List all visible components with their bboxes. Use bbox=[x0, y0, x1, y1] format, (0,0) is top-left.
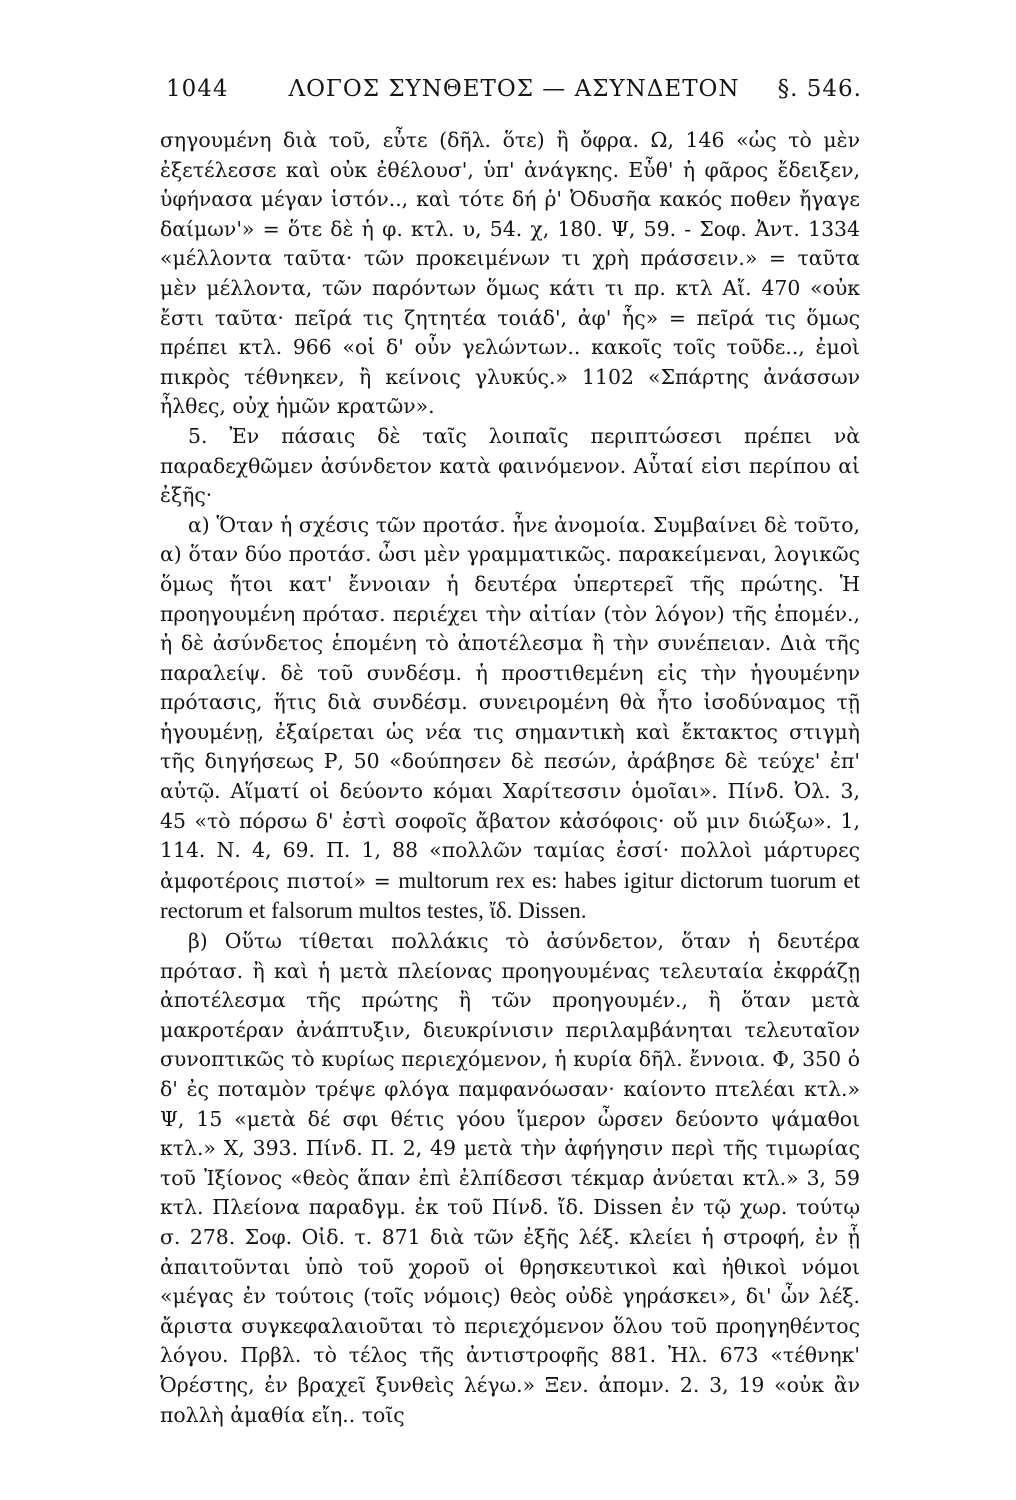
paragraph: β) Οὕτω τίθεται πολλάκις τὸ ἀσύνδετον, ὅταν ἡ δευτέρα πρότασ. ἢ καὶ ἡ μετὰ πλείονας προηγουμένας τελευταία ἐκφράζῃ ἀποτέλεσμα τῆς πρώτης ἢ τῶν προηγουμέν., ἢ ὅταν μετὰ μακροτέραν ἀνάπτυξιν, διευκρίνισιν περιλαμβάνηται τελευταῖον συνοπτικῶς τὸ κυρίως περιεχόμενον, ἡ κυρία δῆλ. ἔννοια. Φ, 350 ὁ δ' ἐς ποταμὸν τρέψε φλόγα παμφανόωσαν· καίοντο πτελέαι κτλ.» Ψ, 15 «μετὰ δέ σφι θέτις γόου ἵμερον ὦρσεν δεύοντο ψάμαθοι κτλ.» Χ, 393. Πίνδ. Π. 2, 49 μετὰ τὴν ἀφήγησιν περὶ τῆς τιμωρίας τοῦ Ἰξίονος «θεὸς ἅπαν ἐπὶ ἐλπίδεσσι τέκμαρ ἀνύεται κτλ.» 3, 59 κτλ. Πλείονα παραδγμ. ἐκ τοῦ Πίνδ. ἴδ. Dissen ἐν τῷ χωρ. τούτῳ σ. 278. Σοφ. Οἰδ. τ. 871 διὰ τῶν ἐξῆς λέξ. κλείει ἡ στροφή, ἐν ᾗ ἀπαιτοῦνται ὑπὸ τοῦ χοροῦ οἱ θρησκευτικοὶ καὶ ἠθικοὶ νόμοι «μέγας ἐν τούτοις (τοῖς νόμοις) θεὸς οὐδὲ γηράσκει», δι' ὧν λέξ. ἄριστα συγκεφαλαιοῦται τὸ περιεχόμενον ὅλου τοῦ προηγηθέντος λόγου. Πρβλ. τὸ τέλος τῆς ἀντιστροφῆς 881. Ἠλ. 673 «τέθνηκ' Ὀρέστης, ἐν βραχεῖ ξυνθεὶς λέγω.» Ξεν. ἀπομν. 2. 3, 19 «οὐκ ἂν πολλὴ ἀμαθία εἴη.. τοῖς bbox=[160, 929, 860, 1427]
page-body bbox=[160, 126, 860, 1430]
paragraph: 5. Ἐν πάσαις δὲ ταῖς λοιπαῖς περιπτώσεσι πρέπει νὰ παραδεχθῶμεν ἀσύνδετον κατὰ φαινόμενον. Αὗταί εἰσι περίπου αἱ ἐξῆς· bbox=[160, 423, 860, 508]
paragraph bbox=[160, 511, 860, 927]
latin-translation: multorum rex es: habes igitur dictorum tuorum et rectorum et falsorum multos testes, ἴδ. Dissen. bbox=[160, 867, 861, 924]
section-number: §. 546. bbox=[777, 76, 862, 102]
page-number: 1044 bbox=[166, 76, 229, 102]
paragraph: σηγουμένη διὰ τοῦ, εὖτε (δῆλ. ὅτε) ἢ ὄφρα. Ω, 146 «ὡς τὸ μὲν ἐξετέλεσσε καὶ οὐκ ἐθέλουσ', ὑπ' ἀνάγκης. Εὖθ' ἡ φᾶρος ἔδειξεν, ὑφήνασα μέγαν ἱστόν.., καὶ τότε δή ῥ' Ὀδυσῆα κακός ποθεν ἤγαγε δαίμων'» = ὅτε δὲ ἡ φ. κτλ. υ, 54. χ, 180. Ψ, 59. - Σοφ. Ἀντ. 1334 «μέλλοντα ταῦτα· τῶν προκειμένων τι χρὴ πράσσειν.» = ταῦτα μὲν μέλλοντα, τῶν παρόντων ὅμως κάτι τι πρ. κτλ Αἴ. 470 «οὐκ ἔστι ταῦτα· πεῖρά τις ζητητέα τοιάδ', ἀφ' ἧς» = πεῖρά τις ὅμως πρέπει κτλ. 966 «οἱ δ' οὖν γελώντων.. κακοῖς τοῖς τοῦδε.., ἐμοὶ πικρὸς τέθνηκεν, ἢ κείνοις γλυκύς.» 1102 «Σπάρτης ἀνάσσων ἦλθες, οὐχ ἡμῶν κρατῶν». bbox=[160, 128, 860, 419]
running-head bbox=[166, 76, 862, 110]
running-title: ΛΟΓΟΣ ΣΥΝΘΕΤΟΣ — ΑΣΥΝΔΕΤΟΝ bbox=[288, 76, 740, 102]
paragraph-greek: α) Ὅταν ἡ σχέσις τῶν προτάσ. ἦνε ἀνομοία. Συμβαίνει δὲ τοῦτο, α) ὅταν δύο προτάσ. ὦσι μὲν γραμματικῶς. παρακείμεναι, λογικῶς ὅμως ἤτοι κατ' ἔννοιαν ἡ δευτέρα ὑπερτερεῖ τῆς πρώτης. Ἡ προηγουμένη πρότασ. περιέχει τὴν αἰτίαν (τὸν λόγον) τῆς ἑπομέν., ἡ δὲ ἀσύνδετος ἑπομένη τὸ ἀποτέλεσμα ἢ τὴν συνέπειαν. Διὰ τῆς παραλείψ. δὲ τοῦ συνδέσμ. ἡ προστιθεμένη εἰς τὴν ἡγουμένην πρότασις, ἥτις διὰ συνδέσμ. συνειρομένη θὰ ἦτο ἰσοδύναμος τῇ ἡγουμένῃ, ἐξαίρεται ὡς νέα τις σημαντικὴ καὶ ἔκτακτος στιγμὴ τῆς διηγήσεως Ρ, 50 «δούπησεν δὲ πεσών, ἀράβησε δὲ τεύχε' ἐπ' αὐτῷ. Αἵματί οἱ δεύοντο κόμαι Χαρίτεσσιν ὁμοῖαι». Πίνδ. Ὀλ. 3, 45 «τὸ πόρσω δ' ἐστὶ σοφοῖς ἄβατον κἀσόφοις· οὔ μιν διώξω». 1, 114. Ν. 4, 69. Π. 1, 88 «πολλῶν ταμίας ἐσσί· πολλοὶ μάρτυρες ἀμφοτέροις πιστοί» = bbox=[160, 512, 860, 893]
